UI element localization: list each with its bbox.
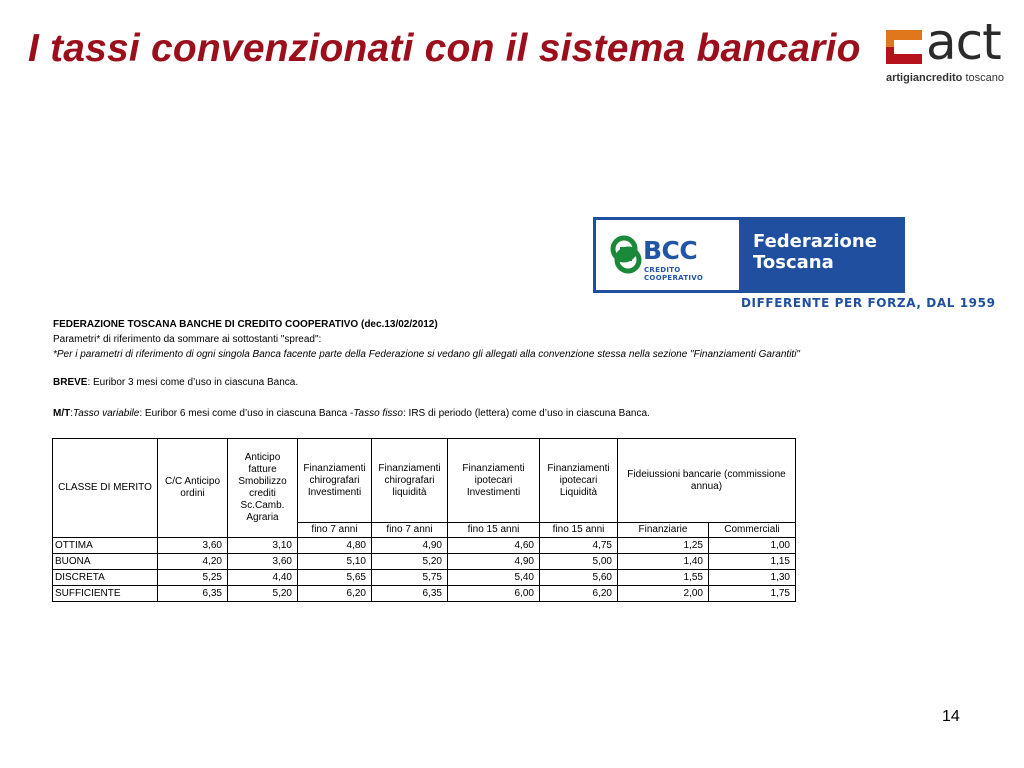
header-fin-ipo-liquidita: Finanziamenti ipotecari Liquidità xyxy=(540,439,618,523)
act-subtitle-rest: toscano xyxy=(962,72,1004,84)
table-cell: 5,20 xyxy=(228,586,298,602)
table-cell: 5,40 xyxy=(448,570,540,586)
header-classe-di-merito: CLASSE DI MERITO xyxy=(53,439,158,538)
table-cell: 4,40 xyxy=(228,570,298,586)
breve-text: : Euribor 3 mesi come d’uso in ciascuna Banca. xyxy=(87,377,299,388)
slide-title: I tassi convenzionati con il sistema bancario xyxy=(28,27,861,70)
table-cell: 1,00 xyxy=(709,538,796,554)
table-cell: 5,75 xyxy=(372,570,448,586)
table-cell: 5,00 xyxy=(540,554,618,570)
table-cell: 1,75 xyxy=(709,586,796,602)
header-fin-ipo-investimenti: Finanziamenti ipotecari Investimenti xyxy=(448,439,540,523)
tasso-variabile-label: Tasso variabile xyxy=(73,408,140,419)
footnote-line: *Per i parametri di riferimento di ogni singola Banca facente parte della Federazione si vedano gli allegati alla convenzione stessa nella sezione "Finanziamenti Garantiti" xyxy=(53,349,800,360)
row-classe: SUFFICIENTE xyxy=(53,586,158,602)
header-cc-anticipo: C/C Anticipo ordini xyxy=(158,439,228,538)
act-subtitle xyxy=(886,72,1004,84)
table-cell: 5,10 xyxy=(298,554,372,570)
subheader-cell: fino 7 anni xyxy=(298,523,372,538)
bcc-symbol-icon xyxy=(610,233,642,277)
table-cell: 6,00 xyxy=(448,586,540,602)
table-cell: 3,10 xyxy=(228,538,298,554)
bcc-federazione-toscana-logo xyxy=(593,217,905,293)
breve-label: BREVE xyxy=(53,377,88,388)
tasso-fisso-label: Tasso fisso xyxy=(353,408,403,419)
table-header-row xyxy=(53,439,796,523)
subheader-cell: fino 15 anni xyxy=(448,523,540,538)
table-cell: 1,55 xyxy=(618,570,709,586)
table-cell: 4,80 xyxy=(298,538,372,554)
table-cell: 1,15 xyxy=(709,554,796,570)
table-cell: 1,25 xyxy=(618,538,709,554)
bcc-slogan: DIFFERENTE PER FORZA, DAL 1959 xyxy=(741,296,996,310)
table-cell: 4,60 xyxy=(448,538,540,554)
table-row xyxy=(53,538,796,554)
act-logo-mark-icon xyxy=(886,30,922,64)
header-fideiussioni: Fideiussioni bancarie (commissione annua) xyxy=(618,439,796,523)
header-anticipo-fatture: Anticipo fatture Smobilizzo crediti Sc.Camb. Agraria xyxy=(228,439,298,538)
artigiancredito-toscano-logo xyxy=(884,14,1016,104)
bcc-name-line1: Federazione xyxy=(753,231,877,252)
header-fin-chiro-investimenti: Finanziamenti chirografari Investimenti xyxy=(298,439,372,523)
row-classe: OTTIMA xyxy=(53,538,158,554)
mt-label: M/T xyxy=(53,408,71,419)
table-cell: 5,60 xyxy=(540,570,618,586)
rates-table xyxy=(52,438,796,602)
act-wordmark: act xyxy=(926,13,1001,71)
table-cell: 6,20 xyxy=(298,586,372,602)
bcc-letters: BCC xyxy=(643,236,698,265)
table-cell: 6,35 xyxy=(158,586,228,602)
act-subtitle-bold: artigiancredito xyxy=(886,72,963,84)
page-number: 14 xyxy=(942,708,960,725)
mt-text-1: : Euribor 6 mesi come d’uso in ciascuna Banca - xyxy=(139,408,354,419)
breve-line xyxy=(53,377,298,389)
mt-line xyxy=(53,408,650,420)
federation-heading: FEDERAZIONE TOSCANA BANCHE DI CREDITO COOPERATIVO (dec.13/02/2012) xyxy=(53,319,438,330)
table-cell: 2,00 xyxy=(618,586,709,602)
table-cell: 3,60 xyxy=(228,554,298,570)
table-row xyxy=(53,586,796,602)
bcc-federation-name xyxy=(753,231,877,273)
parametri-line: Parametri* di riferimento da sommare ai sottostanti "spread": xyxy=(53,334,322,345)
subheader-cell: Finanziarie xyxy=(618,523,709,538)
row-classe: BUONA xyxy=(53,554,158,570)
subheader-cell: fino 15 anni xyxy=(540,523,618,538)
header-fin-chiro-liquidita: Finanziamenti chirografari liquidità xyxy=(372,439,448,523)
table-cell: 1,30 xyxy=(709,570,796,586)
bcc-name-line2: Toscana xyxy=(753,252,834,273)
table-cell: 4,90 xyxy=(372,538,448,554)
table-cell: 6,35 xyxy=(372,586,448,602)
subheader-cell: fino 7 anni xyxy=(372,523,448,538)
table-cell: 5,20 xyxy=(372,554,448,570)
row-classe: DISCRETA xyxy=(53,570,158,586)
table-cell: 5,65 xyxy=(298,570,372,586)
bcc-subtitle: CREDITO COOPERATIVO xyxy=(644,266,704,282)
table-cell: 6,20 xyxy=(540,586,618,602)
table-cell: 4,20 xyxy=(158,554,228,570)
mt-colon: : xyxy=(70,408,73,419)
table-cell: 5,25 xyxy=(158,570,228,586)
table-row xyxy=(53,554,796,570)
bcc-logo-panel xyxy=(596,220,739,290)
table-cell: 4,75 xyxy=(540,538,618,554)
table-cell: 1,40 xyxy=(618,554,709,570)
table-cell: 4,90 xyxy=(448,554,540,570)
mt-text-2: : IRS di periodo (lettera) come d’uso in ciascuna Banca. xyxy=(403,408,650,419)
subheader-cell: Commerciali xyxy=(709,523,796,538)
table-row xyxy=(53,570,796,586)
table-cell: 3,60 xyxy=(158,538,228,554)
